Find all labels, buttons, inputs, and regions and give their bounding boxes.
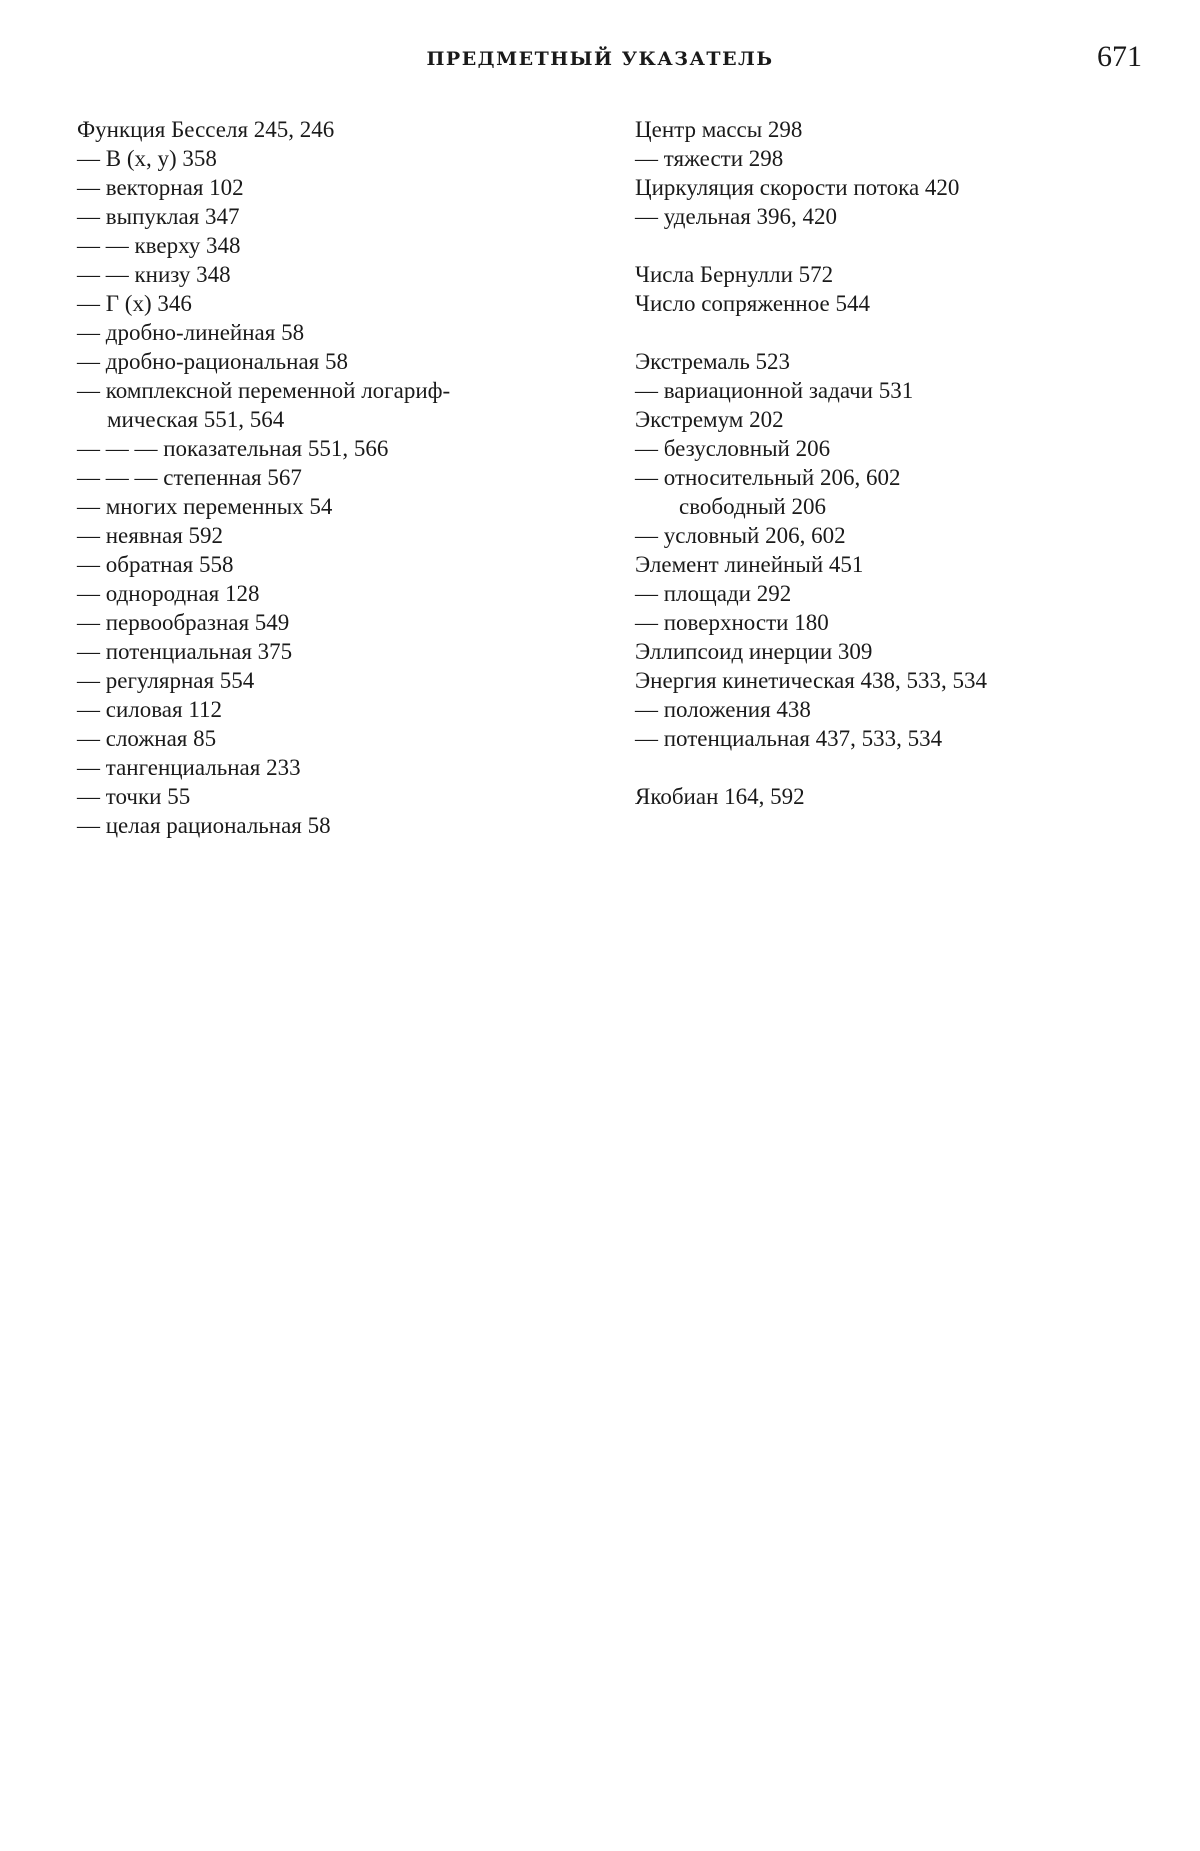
index-entry: — целая рациональная 58 <box>77 813 331 838</box>
index-entry: Энергия кинетическая 438, 533, 534 <box>635 668 988 693</box>
page-header <box>0 40 1200 80</box>
index-entry: — — — степенная 567 <box>77 465 302 490</box>
index-entry: Эллипсоид инерции 309 <box>635 639 873 664</box>
index-entry: — однородная 128 <box>77 581 260 606</box>
index-entry: — положения 438 <box>635 697 811 722</box>
index-entry: Экстремаль 523 <box>635 349 791 374</box>
index-entry: — условный 206, 602 <box>635 523 846 548</box>
index-column-left <box>77 115 597 840</box>
index-entry: — обратная 558 <box>77 552 234 577</box>
index-entry: — потенциальная 375 <box>77 639 293 664</box>
index-entry: — относительный 206, 602 <box>635 465 901 490</box>
page-number: 671 <box>1097 40 1142 73</box>
index-entry: — сложная 85 <box>77 726 217 751</box>
running-title: ПРЕДМЕТНЫЙ УКАЗАТЕЛЬ <box>426 48 774 70</box>
index-entry: — поверхности 180 <box>635 610 829 635</box>
index-entry: — точки 55 <box>77 784 191 809</box>
index-column-right <box>635 115 1165 811</box>
index-entry: — — — показательная 551, 566 <box>77 436 389 461</box>
index-entry: Число сопряженное 544 <box>635 291 870 316</box>
index-entry: — Г (x) 346 <box>77 291 192 316</box>
index-entry: — вариационной задачи 531 <box>635 378 914 403</box>
index-entry: — безусловный 206 <box>635 436 831 461</box>
index-entry: — B (x, y) 358 <box>77 146 217 171</box>
index-entry: Центр массы 298 <box>635 117 803 142</box>
index-entry: — комплексной переменной логариф- <box>77 378 451 403</box>
index-entry: — — книзу 348 <box>77 262 231 287</box>
index-entry-continuation: свободный 206 <box>679 494 826 519</box>
index-entry: — векторная 102 <box>77 175 244 200</box>
index-entry: — потенциальная 437, 533, 534 <box>635 726 943 751</box>
index-entry: Числа Бернулли 572 <box>635 262 834 287</box>
index-entry: — многих переменных 54 <box>77 494 333 519</box>
index-entry: — регулярная 554 <box>77 668 255 693</box>
index-entry: — дробно-рациональная 58 <box>77 349 348 374</box>
index-entry: — выпуклая 347 <box>77 204 240 229</box>
index-entry: Экстремум 202 <box>635 407 784 432</box>
index-entry: — площади 292 <box>635 581 792 606</box>
index-entry: — тангенциальная 233 <box>77 755 301 780</box>
index-entry: Функция Бесселя 245, 246 <box>77 117 335 142</box>
index-entry-continuation: мическая 551, 564 <box>107 407 285 432</box>
index-entry: — — кверху 348 <box>77 233 241 258</box>
index-entry: Якобиан 164, 592 <box>635 784 805 809</box>
index-entry: — удельная 396, 420 <box>635 204 838 229</box>
index-entry: — силовая 112 <box>77 697 222 722</box>
index-entry: — дробно-линейная 58 <box>77 320 305 345</box>
index-entry: — тяжести 298 <box>635 146 784 171</box>
index-entry: Циркуляция скорости потока 420 <box>635 175 960 200</box>
index-entry: — первообразная 549 <box>77 610 290 635</box>
index-entry: Элемент линейный 451 <box>635 552 864 577</box>
index-entry: — неявная 592 <box>77 523 224 548</box>
